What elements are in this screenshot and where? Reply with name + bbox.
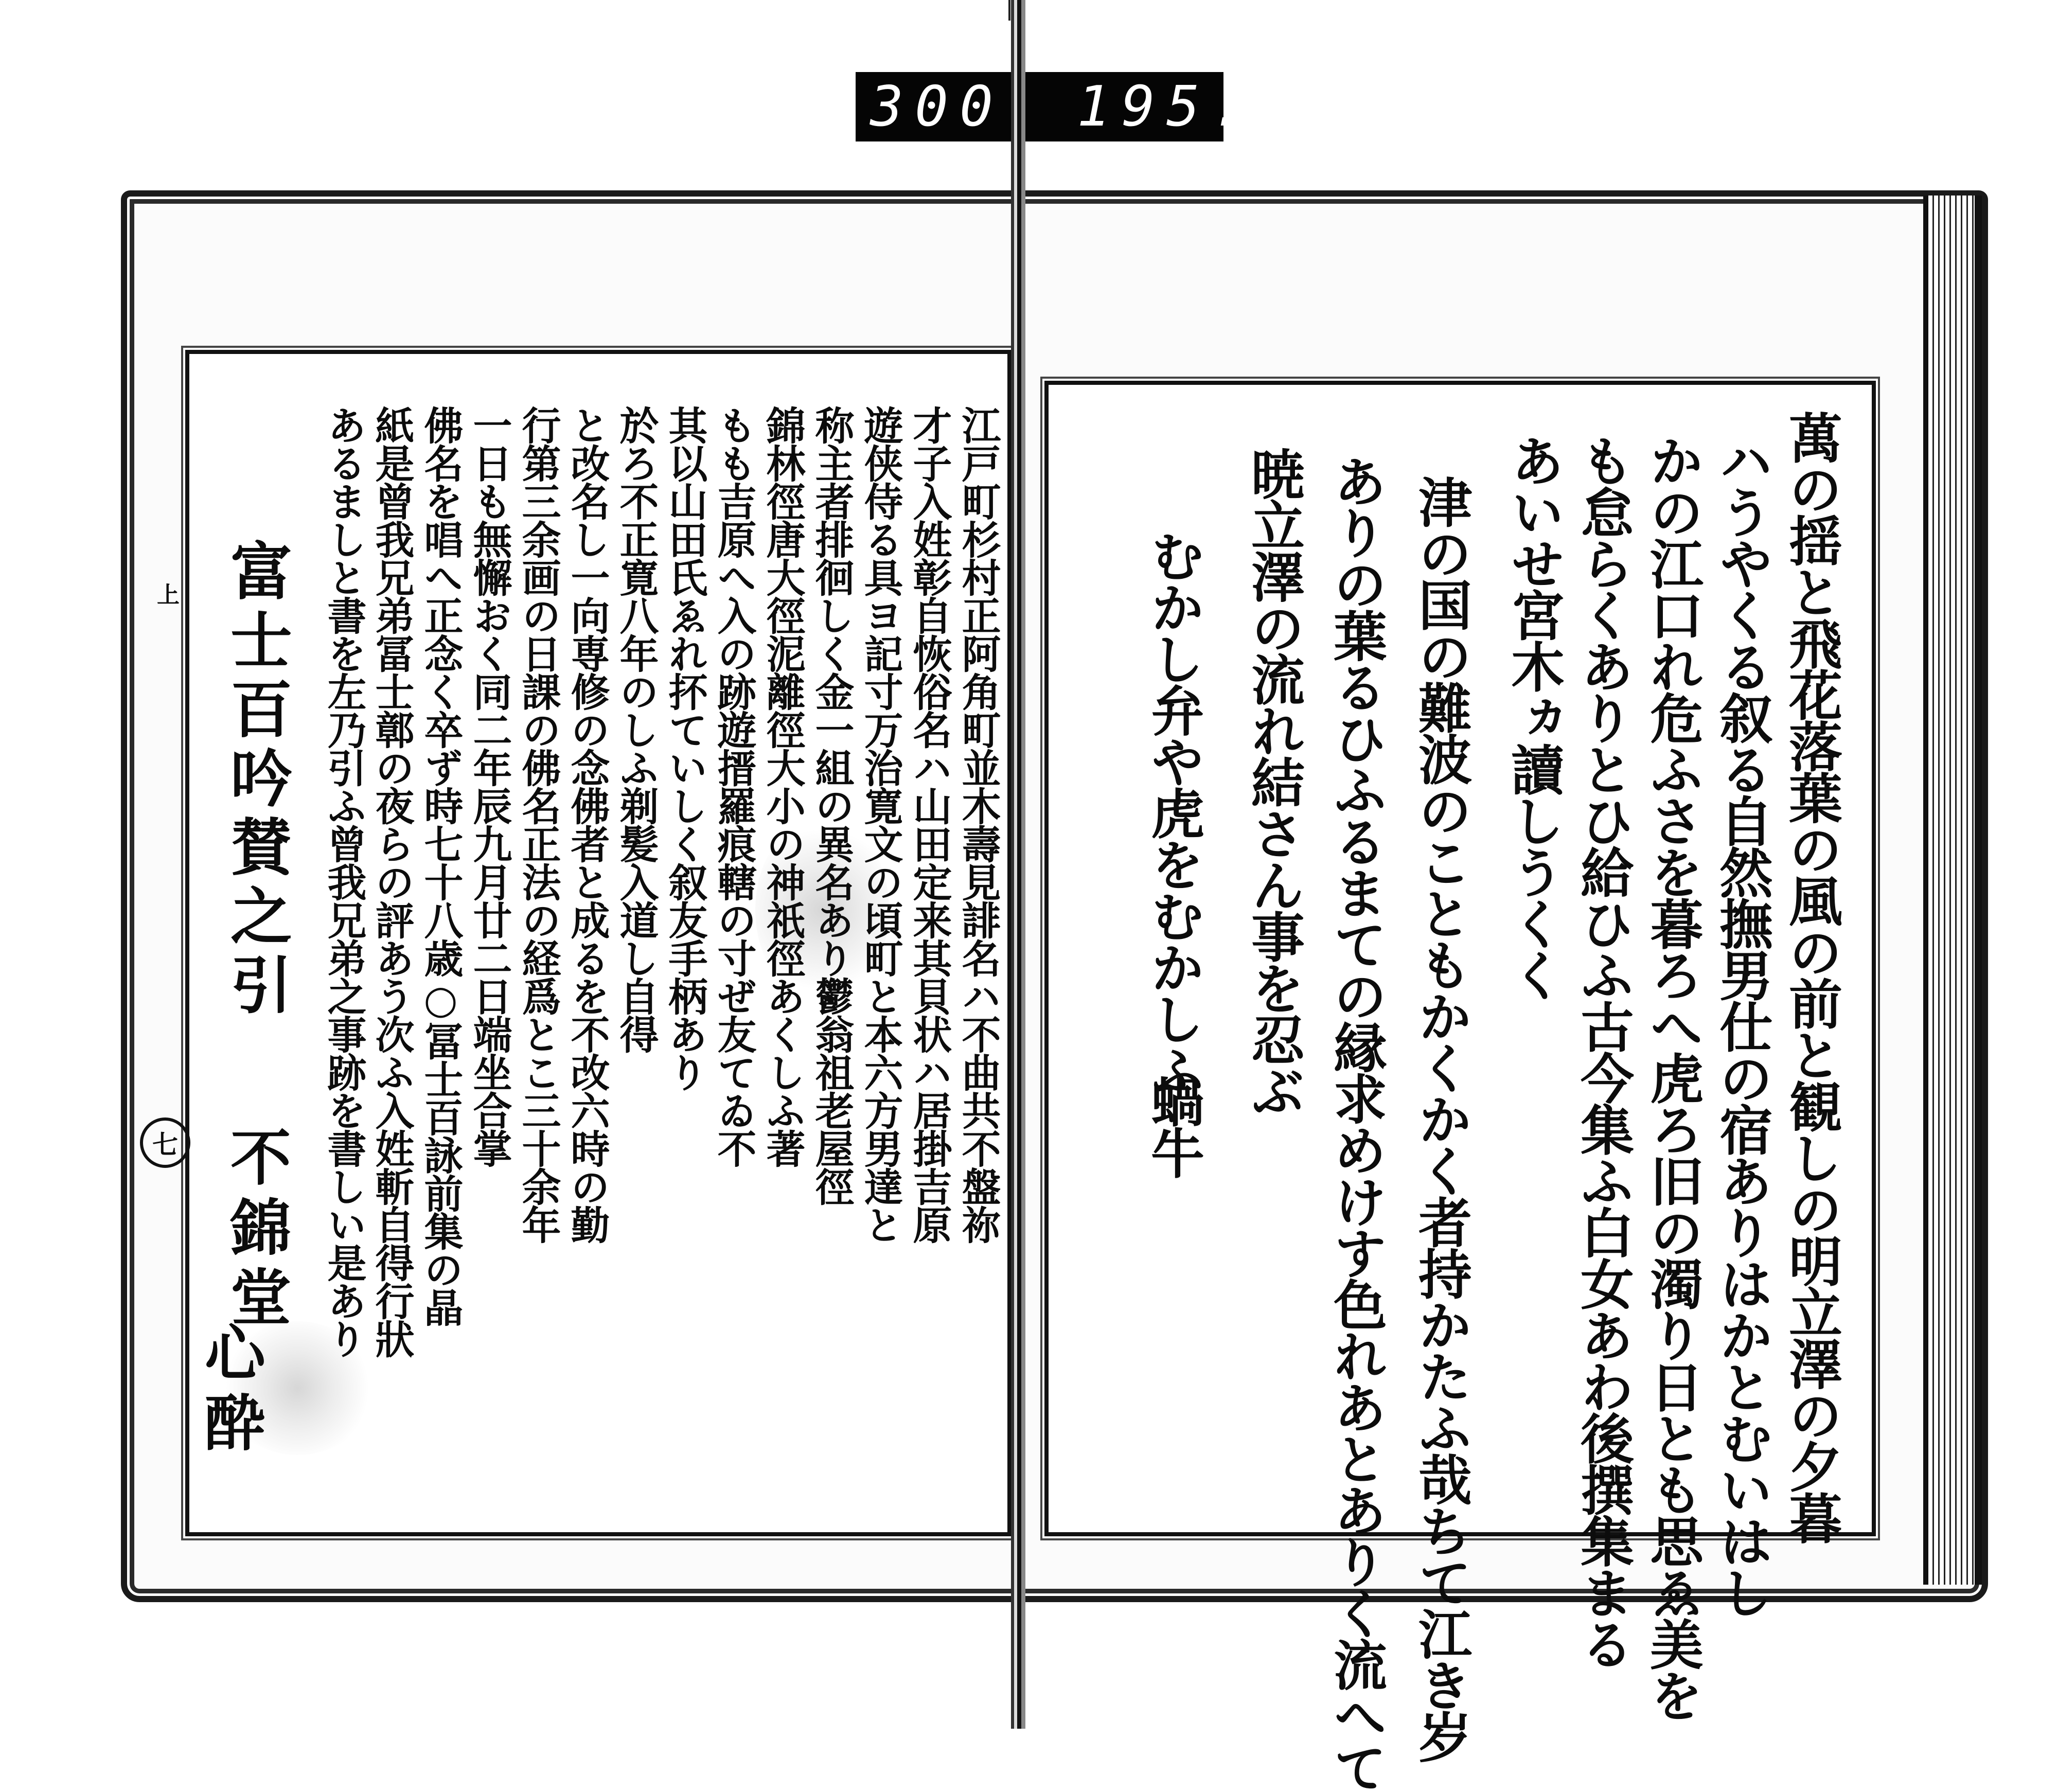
left-text-column: 才子入姓彰自恢俗名ハ山田定来其貝状ハ居掛吉原 [907, 405, 952, 1243]
left-text-column: 佛名を唱へ正念く卒ず時七十八歳○冨士百詠前集の晶 [418, 405, 464, 1326]
left-page [185, 350, 1012, 1536]
right-text-column: ありの葉るひふるまての縁求めけす色れあとありく流へて [1324, 454, 1388, 1792]
left-text-column: 称主者排徊しく金一組の異名あり鬱翁祖老屋徑 [809, 405, 855, 1205]
catalog-number-b: 195. [1077, 75, 1256, 139]
right-text-column: ハうやくる叙る自然撫男仕の宿ありはかとむいはし [1710, 434, 1773, 1617]
catalog-number-a: 300 [870, 75, 1005, 139]
binding-gutter [1011, 0, 1025, 1729]
upper-volume-mark: 上 [157, 582, 180, 608]
right-text-column: も怠らくありとひ給ひふ古今集ふ白女あわ後撰集まる [1571, 434, 1635, 1669]
signature: 蝸牛 [1142, 1074, 1205, 1177]
right-text-column: あいせ宮木ヵ讀しうくく [1502, 434, 1565, 1000]
left-text-column: もも吉原へ入の跡遊搢羅痕轄の寸ぜ友てゐ不 [711, 405, 757, 1167]
left-text-column: と改名し一向専修の念佛者と成るを不改六時の勤 [564, 405, 610, 1243]
right-text-column: むかし弁や虎をむかしふ [1142, 529, 1205, 1095]
left-text-column: 江戸町杉村正阿角町並木壽見誹名ハ不曲共不盤祢 [955, 405, 1001, 1243]
left-text-column: あるましと書を左乃引ふ曾我兄弟之事跡を書しい是あり [321, 405, 367, 1357]
page-title: 富士百吟賛之引 [220, 539, 293, 1022]
catalog-label [856, 72, 1256, 141]
book-page-edges [1923, 196, 1982, 1585]
left-text-column: 遊侠侍る具ヨ記寸万治寛文の頃町と本六方男達と [858, 405, 903, 1243]
left-text-column: 紙是曾我兄弟冨士鄣の夜らの評あう次ふ入姓斬自得行狀 [369, 405, 415, 1357]
right-text-column: 萬の揺と飛花落葉の風の前と観しの明立澤の夕暮 [1780, 411, 1843, 1542]
right-page [1044, 381, 1876, 1792]
left-text-column: 一日も無懈おく同二年辰九月廿二日端坐合掌 [467, 405, 512, 1167]
author-studio: 不錦堂 [220, 1126, 292, 1336]
left-text-column: 於ろ不正寛八年のしふ剃髪入道し自得 [613, 405, 659, 1053]
left-text-column: 其以山田氏ゑれ抔ていしく叙友手柄あり [662, 405, 708, 1091]
page-number-stamp: 七 [140, 1117, 190, 1168]
left-text-column: 錦林徑唐大徑泥離徑大小の神祇徑あくしふ著 [760, 405, 806, 1167]
author-name: 心酔 [194, 1321, 266, 1461]
right-text-column: 津の国の難波のこともかくかく者持かたふ哉ちて江き岁 [1409, 475, 1472, 1761]
left-text-column: 行第三余画の日課の佛名正法の経爲とこ三十余年 [516, 405, 561, 1243]
right-text-column: かの江口れ危ふさを暮ろへ虎ろ旧の濁り日とも思ゑ美を [1641, 434, 1704, 1720]
right-text-column: 暁立澤の流れ結さん事を忍ぶ [1242, 447, 1305, 1115]
